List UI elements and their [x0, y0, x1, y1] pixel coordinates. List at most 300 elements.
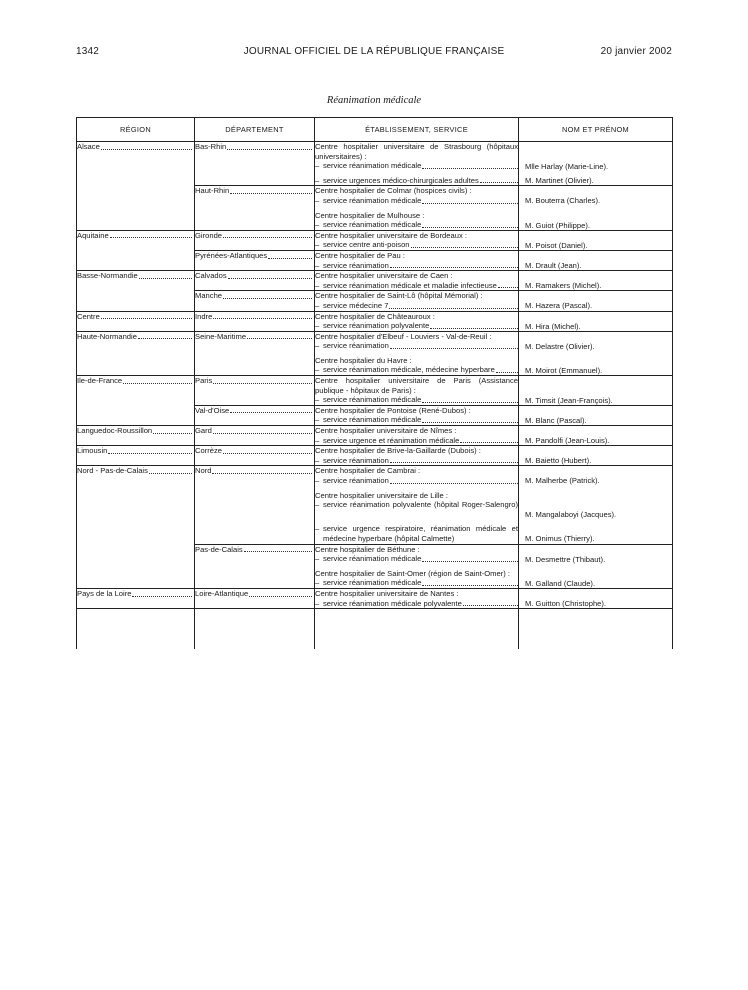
dot-leader [244, 545, 312, 553]
region-cell [77, 186, 195, 230]
service-line [315, 196, 518, 206]
dot-leader [496, 365, 518, 373]
region-cell [77, 331, 195, 375]
dot-leader [230, 406, 312, 414]
service-label: service réanimation médicale [323, 195, 422, 205]
region-cell [77, 230, 195, 250]
service-label: service réanimation [323, 260, 389, 270]
table-header-row [77, 118, 673, 142]
column-header-region: RÉGION [77, 118, 195, 142]
person-name: M. Martinet (Olivier). [525, 176, 594, 186]
centre-name: Centre hospitalier de Saint-Omer (région de Saint-Omer) : [315, 568, 510, 578]
region-name-text: Ile-de-France [77, 376, 123, 386]
departement-name-text: Loire-Atlantique [195, 588, 249, 598]
departement-name-text: Calvados [195, 271, 227, 281]
service-line [315, 341, 518, 351]
centre-name: Centre hospitalier de Brive-la-Gaillarde (Dubois) : [315, 446, 481, 456]
dot-leader [422, 554, 518, 562]
service-line [315, 281, 518, 291]
service-label: service réanimation médicale polyvalente [323, 598, 462, 608]
departement-cell [195, 588, 315, 608]
service-dash: – [315, 260, 320, 270]
service-body [323, 301, 518, 311]
departement-name [195, 466, 314, 476]
service-line [315, 176, 518, 186]
service-dash: – [315, 300, 320, 310]
nom-cell [519, 186, 673, 230]
person-name: M. Hira (Michel). [525, 321, 581, 331]
service-line [315, 476, 518, 486]
region-name-text: Haute-Normandie [77, 331, 137, 341]
departement-name [195, 446, 314, 456]
etablissement-cell [315, 331, 519, 375]
service-dash: – [315, 220, 320, 230]
dot-leader [132, 589, 192, 597]
service-label: service réanimation médicale, médecine hyperbare [323, 365, 495, 375]
service-body [323, 321, 518, 331]
person-name: M. Guitton (Christophe). [525, 599, 607, 609]
service-body [323, 281, 518, 291]
service-line [315, 261, 518, 271]
table-row [77, 544, 673, 588]
region-cell [77, 291, 195, 311]
dot-leader [228, 271, 312, 279]
etablissement-cell [315, 466, 519, 544]
dot-leader [389, 301, 518, 309]
service-line [315, 395, 518, 405]
nom-cell [519, 466, 673, 544]
dot-leader [460, 436, 518, 444]
service-dash: – [315, 280, 320, 290]
column-header-etablissement: ÉTABLISSEMENT, SERVICE [315, 118, 519, 142]
service-dash: – [315, 598, 320, 608]
table-row [77, 250, 673, 270]
nom-cell [519, 250, 673, 270]
departement-cell [195, 331, 315, 375]
departement-name [195, 312, 314, 322]
person-name: M. Ramakers (Michel). [525, 281, 602, 291]
service-label: service réanimation [323, 455, 389, 465]
service-label: service réanimation [323, 341, 389, 351]
service-label: service réanimation médicale [323, 578, 422, 588]
departement-cell [195, 291, 315, 311]
empty-cell [315, 609, 519, 650]
centre-name: Centre hospitalier universitaire de Nîmes : [315, 426, 457, 436]
service-body [323, 599, 518, 609]
person-name: M. Galland (Claude). [525, 578, 596, 588]
person-name: M. Guiot (Philippe). [525, 220, 590, 230]
service-line [315, 500, 518, 519]
service-dash: – [315, 321, 320, 331]
service-dash: – [315, 161, 320, 171]
person-name: M. Blanc (Pascal). [525, 415, 587, 425]
centre-name: Centre hospitalier de Pau : [315, 250, 405, 260]
region-cell [77, 544, 195, 588]
page-number: 1342 [76, 46, 100, 57]
departement-name-text: Gard [195, 426, 212, 436]
dot-leader [101, 312, 192, 320]
person-name: M. Desmettre (Thibaut). [525, 554, 606, 564]
region-name [77, 332, 194, 342]
centre-name: Centre hospitalier de Cambrai : [315, 466, 421, 476]
table-body [77, 142, 673, 650]
region-name-text: Nord - Pas-de-Calais [77, 466, 148, 476]
region-name [77, 589, 194, 599]
dot-leader [213, 426, 312, 434]
nom-cell [519, 230, 673, 250]
service-line [315, 415, 518, 425]
departement-name [195, 332, 314, 342]
departement-name [195, 251, 314, 261]
dot-leader [247, 332, 312, 340]
region-cell [77, 466, 195, 544]
service-label: service réanimation médicale [323, 395, 422, 405]
nom-cell [519, 426, 673, 446]
service-label: service réanimation médicale [323, 554, 422, 564]
dot-leader [138, 332, 192, 340]
service-line [315, 554, 518, 564]
person-name: M. Delastre (Olivier). [525, 341, 595, 351]
service-body [323, 161, 518, 171]
departement-name [195, 291, 314, 301]
service-dash: – [315, 578, 320, 588]
dot-leader [463, 599, 518, 607]
nom-cell [519, 405, 673, 425]
service-dash: – [315, 435, 320, 445]
region-name [77, 426, 194, 436]
service-body [323, 341, 518, 351]
departement-name-text: Bas-Rhin [195, 142, 227, 151]
table-row [77, 186, 673, 230]
dot-leader [422, 415, 518, 423]
service-dash: – [315, 365, 320, 375]
service-label: service urgence et réanimation médicale [323, 435, 460, 445]
departement-name [195, 231, 314, 241]
region-cell [77, 142, 195, 186]
person-name: M. Pandolfi (Jean-Louis). [525, 436, 610, 446]
dot-leader [422, 220, 518, 228]
departement-name-text: Gironde [195, 230, 223, 240]
service-line [315, 456, 518, 466]
region-name [77, 271, 194, 281]
centre-name: Centre hospitalier de Béthune : [315, 544, 420, 554]
service-body [323, 415, 518, 425]
journal-title: JOURNAL OFFICIEL DE LA RÉPUBLIQUE FRANÇAISE [243, 46, 505, 57]
empty-cell [519, 609, 673, 650]
region-name-text: Centre [77, 311, 100, 321]
dot-leader [390, 341, 518, 349]
service-body [323, 196, 518, 206]
page-header [76, 46, 672, 62]
service-label: service urgences médico-chirurgicales adultes [323, 175, 479, 185]
service-dash: – [315, 240, 320, 250]
departement-name-text: Seine-Maritime [195, 331, 247, 341]
service-dash: – [315, 395, 320, 405]
centre-name: Centre hospitalier universitaire de Bordeaux : [315, 230, 467, 240]
section-title: Réanimation médicale [326, 95, 422, 106]
departement-name [195, 376, 314, 386]
person-name: M. Onimus (Thierry). [525, 534, 595, 544]
dot-leader [101, 142, 192, 150]
service-dash: – [315, 554, 320, 564]
dot-leader [223, 291, 312, 299]
service-line [315, 161, 518, 171]
centre-name: Centre hospitalier universitaire de Paris (Assistance publique - hôpitaux de Paris) : [315, 376, 518, 395]
service-line [315, 524, 518, 543]
table-row [77, 291, 673, 311]
centre-name: Centre hospitalier d'Elbeuf - Louviers - Val-de-Reuil : [315, 331, 492, 341]
departement-name [195, 545, 314, 555]
dot-leader [223, 231, 312, 239]
region-cell [77, 588, 195, 608]
service-dash: – [315, 476, 320, 485]
dot-leader [430, 321, 518, 329]
centre-name: Centre hospitalier universitaire de Strasbourg (hôpitaux universitaires) : [315, 142, 518, 161]
dot-leader [227, 142, 312, 150]
service-line [315, 365, 518, 375]
person-name: M. Hazera (Pascal). [525, 301, 593, 311]
departement-cell [195, 142, 315, 186]
table-row [77, 271, 673, 291]
dot-leader [268, 251, 312, 259]
service-line [315, 321, 518, 331]
etablissement-cell [315, 588, 519, 608]
etablissement-cell [315, 142, 519, 186]
departement-cell [195, 271, 315, 291]
region-name-text: Languedoc-Roussillon [77, 426, 153, 436]
centre-name: Centre hospitalier universitaire de Caen : [315, 271, 453, 281]
table-row [77, 588, 673, 608]
service-body [323, 240, 518, 250]
dot-leader [390, 261, 518, 269]
region-name [77, 312, 194, 322]
region-cell [77, 446, 195, 466]
service-body [323, 456, 518, 466]
region-name [77, 376, 194, 386]
person-name: M. Malherbe (Patrick). [525, 476, 600, 486]
region-name [77, 466, 194, 476]
region-name [77, 231, 194, 241]
table-row [77, 331, 673, 375]
table-row [77, 376, 673, 406]
person-name: M. Drault (Jean). [525, 261, 582, 271]
service-line [315, 240, 518, 250]
nom-cell [519, 544, 673, 588]
dot-leader [213, 376, 312, 384]
nom-cell [519, 446, 673, 466]
departement-name [195, 186, 314, 196]
region-name-text: Limousin [77, 446, 108, 456]
departement-name [195, 426, 314, 436]
etablissement-cell [315, 186, 519, 230]
service-body [323, 220, 518, 230]
person-name: M. Timsit (Jean-François). [525, 395, 613, 405]
nom-cell [519, 588, 673, 608]
departement-cell [195, 230, 315, 250]
service-label: service réanimation médicale [323, 220, 422, 230]
table-row [77, 230, 673, 250]
dot-leader [223, 446, 312, 454]
service-label: service réanimation [323, 476, 389, 485]
dot-leader [422, 578, 518, 586]
centre-name: Centre hospitalier de Saint-Lô (hôpital Mémorial) : [315, 291, 483, 301]
column-header-nom: NOM ET PRÉNOM [519, 118, 673, 142]
departement-cell [195, 544, 315, 588]
departement-name-text: Nord [195, 466, 212, 476]
service-dash: – [315, 524, 320, 534]
person-name: M. Mangalaboyi (Jacques). [525, 510, 617, 520]
region-name-text: Pays de la Loire [77, 588, 132, 598]
service-line [315, 578, 518, 588]
service-line [315, 436, 518, 446]
dot-leader [422, 161, 518, 169]
departement-name-text: Corrèze [195, 446, 223, 456]
dot-leader [213, 312, 312, 320]
etablissement-cell [315, 376, 519, 406]
service-dash: – [315, 195, 320, 205]
dot-leader [390, 456, 518, 464]
dot-leader [153, 426, 192, 434]
service-label: service réanimation polyvalente [323, 321, 430, 331]
departement-name-text: Pas-de-Calais [195, 544, 243, 554]
service-body [323, 436, 518, 446]
centre-name: Centre hospitalier universitaire de Nantes : [315, 588, 459, 598]
departement-name-text: Indre [195, 311, 213, 321]
departement-name [195, 589, 314, 599]
dot-leader [212, 466, 312, 474]
table-row [77, 311, 673, 331]
nom-cell [519, 142, 673, 186]
departement-cell [195, 426, 315, 446]
dot-leader [422, 196, 518, 204]
service-body [323, 176, 518, 186]
person-name: M. Moirot (Emmanuel). [525, 365, 603, 375]
service-body [323, 524, 518, 543]
departement-cell [195, 466, 315, 544]
service-dash: – [315, 415, 320, 425]
service-body [323, 578, 518, 588]
table-row [77, 426, 673, 446]
departement-cell [195, 405, 315, 425]
publication-date: 20 janvier 2002 [600, 46, 672, 57]
nominations-table [76, 117, 673, 649]
dot-leader [108, 446, 192, 454]
region-name-text: Aquitaine [77, 230, 109, 240]
departement-name-text: Manche [195, 291, 223, 301]
region-cell [77, 271, 195, 291]
region-cell [77, 405, 195, 425]
dot-leader [480, 176, 518, 184]
dot-leader [139, 271, 192, 279]
dot-leader [123, 376, 192, 384]
etablissement-cell [315, 446, 519, 466]
departement-name [195, 142, 314, 152]
centre-name: Centre hospitalier du Havre : [315, 355, 412, 365]
dot-leader [249, 589, 312, 597]
region-name [77, 142, 194, 152]
etablissement-cell [315, 426, 519, 446]
centre-name: Centre hospitalier de Mulhouse : [315, 210, 425, 220]
nom-cell [519, 311, 673, 331]
departement-cell [195, 250, 315, 270]
departement-name-text: Val-d'Oise [195, 405, 230, 415]
dot-leader [411, 240, 518, 248]
service-body [323, 395, 518, 405]
person-name: M. Baietto (Hubert). [525, 456, 592, 466]
dot-leader [498, 281, 518, 289]
dot-leader [390, 476, 518, 484]
empty-cell [195, 609, 315, 650]
nom-cell [519, 291, 673, 311]
service-label: service réanimation médicale [323, 161, 422, 171]
service-label: service réanimation polyvalente (hôpital Roger-Salengro) [323, 500, 518, 510]
nom-cell [519, 271, 673, 291]
nom-cell [519, 376, 673, 406]
service-dash: – [315, 500, 320, 510]
etablissement-cell [315, 271, 519, 291]
nom-cell [519, 331, 673, 375]
region-name-text: Basse-Normandie [77, 271, 138, 281]
etablissement-cell [315, 311, 519, 331]
person-name: M. Bouterra (Charles). [525, 196, 601, 206]
departement-name [195, 271, 314, 281]
table-row [77, 466, 673, 544]
service-dash: – [315, 175, 320, 185]
etablissement-cell [315, 250, 519, 270]
etablissement-cell [315, 230, 519, 250]
departement-name [195, 406, 314, 416]
table-row [77, 405, 673, 425]
departement-name-text: Paris [195, 376, 213, 386]
service-body [323, 500, 518, 519]
service-label: service médecine 7 [323, 300, 389, 310]
centre-name: Centre hospitalier de Colmar (hospices civils) : [315, 186, 472, 196]
region-cell [77, 250, 195, 270]
departement-cell [195, 446, 315, 466]
person-name: Mlle Harlay (Marie-Line). [525, 161, 609, 171]
service-body [323, 476, 518, 486]
dot-leader [149, 466, 192, 474]
departement-cell [195, 186, 315, 230]
centre-name: Centre hospitalier universitaire de Lille : [315, 490, 448, 500]
service-body [323, 261, 518, 271]
region-cell [77, 426, 195, 446]
table-row [77, 142, 673, 186]
departement-name-text: Pyrénées-Atlantiques [195, 250, 268, 260]
table-row-continuation [77, 609, 673, 650]
empty-cell [77, 609, 195, 650]
service-line [315, 599, 518, 609]
service-body [323, 554, 518, 564]
region-cell [77, 376, 195, 406]
service-label: service réanimation médicale [323, 415, 422, 425]
service-dash: – [315, 455, 320, 465]
service-line [315, 301, 518, 311]
person-name: M. Poisot (Daniel). [525, 240, 588, 250]
departement-name-text: Haut-Rhin [195, 186, 230, 196]
service-label: service centre anti-poison [323, 240, 410, 250]
departement-cell [195, 376, 315, 406]
table-row [77, 446, 673, 466]
centre-name: Centre hospitalier de Châteauroux : [315, 311, 435, 321]
region-cell [77, 311, 195, 331]
service-line [315, 220, 518, 230]
etablissement-cell [315, 544, 519, 588]
service-body [323, 365, 518, 375]
service-label: service réanimation médicale et maladie infectieuse [323, 280, 497, 290]
dot-leader [110, 231, 192, 239]
dot-leader [230, 186, 312, 194]
